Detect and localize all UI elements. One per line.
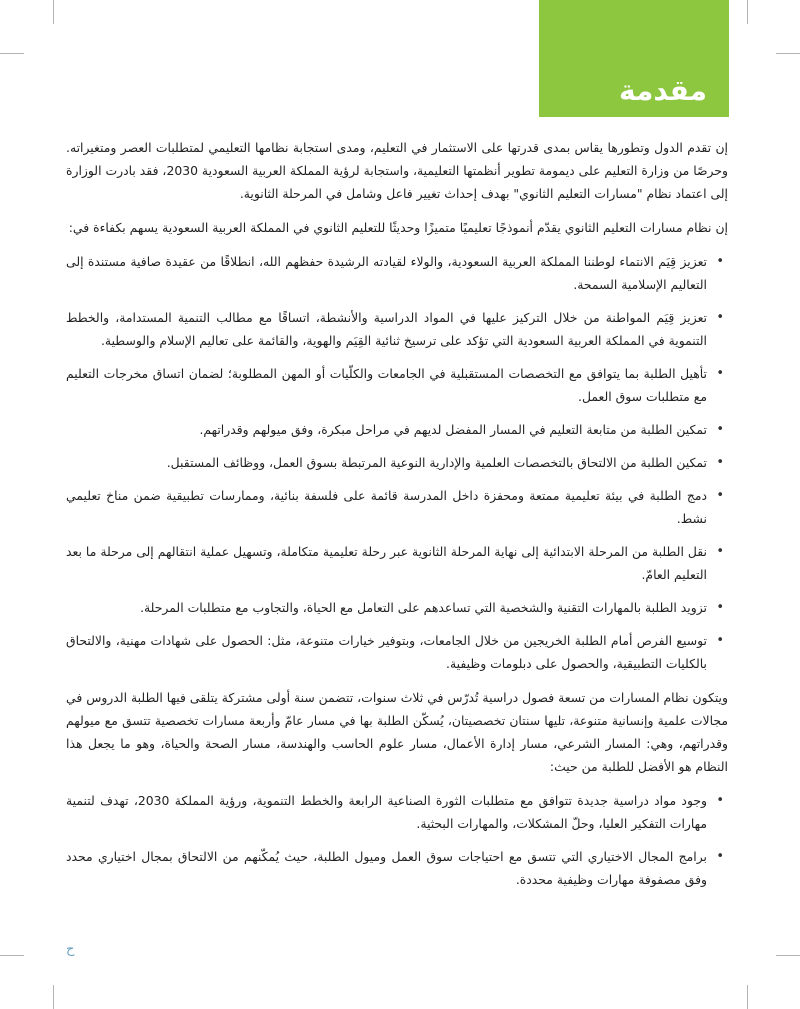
crop-mark bbox=[0, 955, 24, 956]
list-item: • تزويد الطلبة بالمهارات التقنية والشخصية التي تساعدهم على التعامل مع الحياة، والتجاوب مع متطلبات المرحلة. bbox=[66, 596, 728, 619]
list-item: • وجود مواد دراسية جديدة تتوافق مع متطلبات الثورة الصناعية الرابعة والخطط التنموية، ورؤية المملكة 2030، تهدف لتنمية مهارات التفكير العليا، وحلّ المشكلات، والمهارات البحثية. bbox=[66, 789, 728, 835]
crop-mark bbox=[53, 985, 54, 1009]
page-number: ح bbox=[66, 942, 75, 957]
list-item: • دمج الطلبة في بيئة تعليمية ممتعة ومحفزة داخل المدرسة قائمة على فلسفة بنائية، وممارسات تطبيقية ضمن مناخ تعليمي نشط. bbox=[66, 484, 728, 530]
list-item: • تمكين الطلبة من متابعة التعليم في المسار المفضل لديهم في مراحل مبكرة، وفق ميولهم وقدراتهم. bbox=[66, 418, 728, 441]
goals-list bbox=[66, 250, 728, 675]
intro-paragraph: إن نظام مسارات التعليم الثانوي يقدّم أنموذجًا تعليميًا متميزًا وحديثًا للتعليم الثانوي في المملكة العربية السعودية يسهم بكفاءة في: bbox=[68, 220, 728, 235]
list-item: • تأهيل الطلبة بما يتوافق مع التخصصات المستقبلية في الجامعات والكلّيات أو المهن المطلوبة؛ لضمان اتساق مخرجات التعليم مع متطلبات سوق العمل. bbox=[66, 362, 728, 408]
title-banner bbox=[539, 0, 729, 117]
intro-paragraph: إن تقدم الدول وتطورها يقاس بمدى قدرتها على الاستثمار في التعليم، ومدى استجابة نظامها التعليمي لمتطلبات العصر ومتغيراته. وحرصًا من وزارة التعليم على ديمومة تطوير أنظمتها التعليمية، واستجابة لرؤية المملكة العربية السعودية 2030، فقد بادرت الوزارة إلى اعتماد نظام "مسارات التعليم الثانوي" بهدف إحداث تغيير فاعل وشامل في المرحلة الثانوية. bbox=[66, 140, 728, 201]
page-content bbox=[66, 136, 728, 902]
benefits-list bbox=[66, 789, 728, 891]
list-item: • برامج المجال الاختياري التي تتسق مع احتياجات سوق العمل وميول الطلبة، حيث يُمكّنهم من الالتحاق بمجال اختياري محدد وفق مصفوفة مهارات وظيفية محددة. bbox=[66, 845, 728, 891]
crop-mark bbox=[776, 53, 800, 54]
list-item: • تعزيز قِيَم الانتماء لوطننا المملكة العربية السعودية، والولاء لقيادته الرشيدة حفظهم الله، انطلاقًا من عقيدة صافية مستندة إلى التعاليم الإسلامية السمحة. bbox=[66, 250, 728, 296]
page-title: مقدمة bbox=[619, 74, 707, 107]
list-item: • نقل الطلبة من المرحلة الابتدائية إلى نهاية المرحلة الثانوية عبر رحلة تعليمية متكاملة، وتسهيل عملية انتقالهم إلى مرحلة ما بعد التعليم العامّ. bbox=[66, 540, 728, 586]
list-item: • تعزيز قِيَم المواطنة من خلال التركيز عليها في المواد الدراسية والأنشطة، اتساقًا مع مطالب التنمية المستدامة، والخطط التنموية في المملكة العربية السعودية التي تؤكد على ترسيخ ثنائية القِيَم والهوية، والقائمة على تعاليم الإسلام والوسطية. bbox=[66, 306, 728, 352]
list-item: • توسيع الفرص أمام الطلبة الخريجين من خلال الجامعات، وبتوفير خيارات متنوعة، مثل: الحصول على شهادات مهنية، والالتحاق بالكليات التطبيقية، والحصول على دبلومات وظيفية. bbox=[66, 629, 728, 675]
structure-paragraph: ويتكون نظام المسارات من تسعة فصول دراسية تُدرّس في ثلاث سنوات، تتضمن سنة أولى مشتركة يتلقى فيها الطلبة الدروس في مجالات علمية وإنسانية متنوعة، تليها سنتان تخصصيتان، يُسكّن الطلبة بها في مسار عامّ وأربعة مسارات تخصصية تتسق مع ميولهم وقدراتهم، وهي: المسار الشرعي، مسار إدارة الأعمال، مسار علوم الحاسب والهندسة، مسار الصحة والحياة، وهو ما يجعل هذا النظام هو الأفضل للطلبة من حيث: bbox=[66, 690, 728, 774]
crop-mark bbox=[747, 985, 748, 1009]
list-item: • تمكين الطلبة من الالتحاق بالتخصصات العلمية والإدارية النوعية المرتبطة بسوق العمل، ووظائف المستقبل. bbox=[66, 451, 728, 474]
crop-mark bbox=[747, 0, 748, 24]
crop-mark bbox=[0, 53, 24, 54]
crop-mark bbox=[53, 0, 54, 24]
crop-mark bbox=[776, 955, 800, 956]
